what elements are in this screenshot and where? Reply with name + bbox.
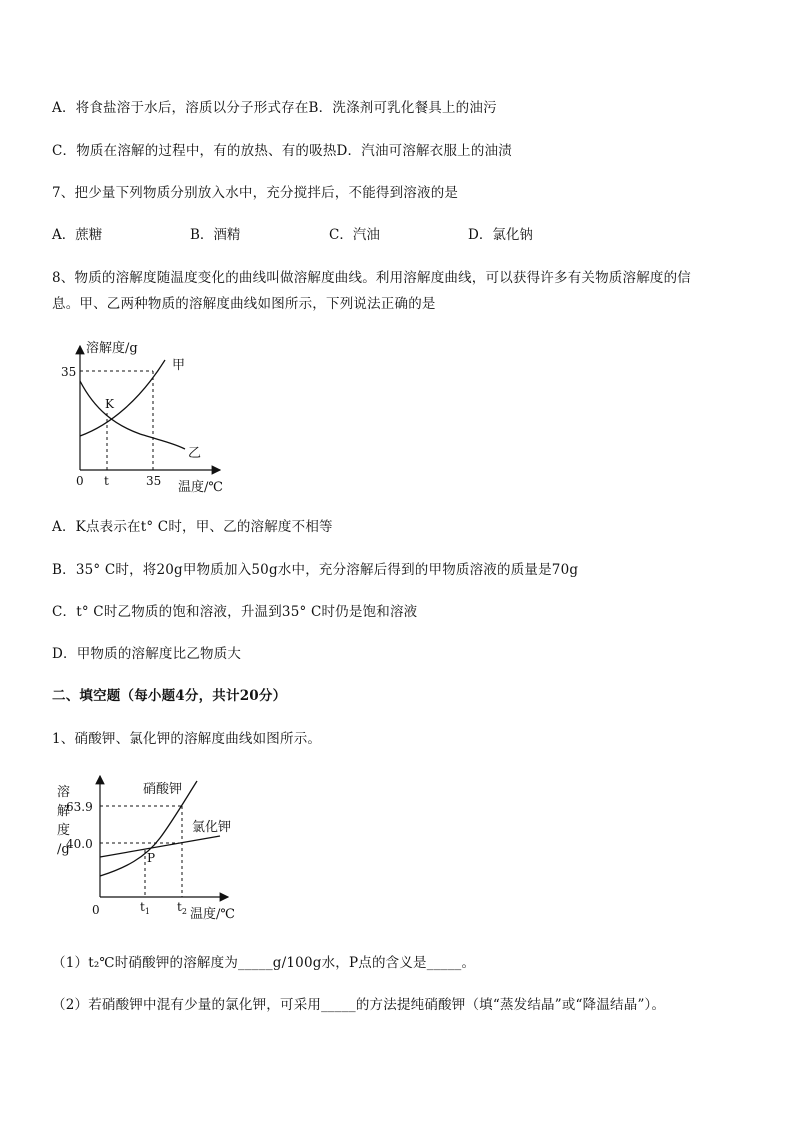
x-tick-0: 0 [76, 474, 84, 488]
x-tick-0: 0 [92, 903, 100, 917]
xlabel: 温度/℃ [190, 907, 235, 922]
ylabel-char-2: 解 [57, 804, 71, 819]
fill1-stem: 1、硝酸钾、氯化钾的溶解度曲线如图所示。 [52, 731, 322, 747]
xlabel: 温度/℃ [178, 480, 223, 495]
q7-option-a: A．蔗糖 [52, 227, 103, 243]
series-jia-label: 甲 [172, 358, 186, 373]
series-kcl-label: 氯化钾 [192, 820, 232, 835]
ylabel-char-4: /g [57, 842, 70, 857]
fill1-part1: （1）t₂℃时硝酸钾的溶解度为_____g/100g水，P点的含义是_____。 [52, 955, 476, 971]
q6-options-cd: C．物质在溶解的过程中，有的放热、有的吸热D．汽油可溶解衣服上的油渍 [52, 143, 512, 159]
q8-option-d: D．甲物质的溶解度比乙物质大 [52, 646, 242, 662]
q7-option-b: B．酒精 [190, 227, 241, 243]
x-tick-t: t [104, 474, 109, 488]
point-p-label: P [147, 851, 156, 865]
section-heading: 二、填空题（每小题4分，共计20分） [52, 688, 287, 704]
x-tick-35: 35 [146, 474, 162, 488]
series-kcl-line [100, 836, 220, 857]
y-tick-40: 40.0 [66, 837, 93, 851]
point-k-label: K [105, 397, 114, 411]
q6-options-ab: A．将食盐溶于水后，溶质以分子形式存在B．洗涤剂可乳化餐具上的油污 [52, 100, 497, 116]
q8-stem-line1: 8、物质的溶解度随温度变化的曲线叫做溶解度曲线。利用溶解度曲线，可以获得许多有关物质溶解度的信 [52, 270, 691, 286]
q7-option-d: D．氯化钠 [468, 227, 533, 243]
y-tick-63-9: 63.9 [66, 800, 93, 814]
fill1-part2: （2）若硝酸钾中混有少量的氯化钾，可采用_____的方法提纯硝酸钾（填“蒸发结晶”或“降温结晶”）。 [52, 997, 666, 1013]
ylabel-char-1: 溶 [57, 785, 71, 800]
q8-option-a: A．K点表示在t° C时，甲、乙的溶解度不相等 [52, 519, 333, 535]
ylabel-char-3: 度 [57, 823, 71, 838]
ylabel: 溶解度/g [86, 341, 138, 356]
q8-option-c: C．t° C时乙物质的饱和溶液，升温到35° C时仍是饱和溶液 [52, 604, 418, 620]
q7-stem: 7、把少量下列物质分别放入水中，充分搅拌后，不能得到溶液的是 [52, 185, 459, 201]
y-tick-35: 35 [61, 365, 77, 379]
series-yi-label: 乙 [188, 446, 202, 461]
x-tick-t1: $t_1$ [140, 900, 150, 916]
q8-option-b: B．35° C时，将20g甲物质加入50g水中，充分溶解后得到的甲物质溶液的质量是70g [52, 562, 579, 578]
x-tick-t2: $t_2$ [177, 900, 187, 916]
series-kno3-label: 硝酸钾 [143, 782, 183, 797]
q7-option-c: C．汽油 [329, 227, 380, 243]
q8-stem-line2: 息。甲、乙两种物质的溶解度曲线如图所示，下列说法正确的是 [52, 296, 436, 312]
